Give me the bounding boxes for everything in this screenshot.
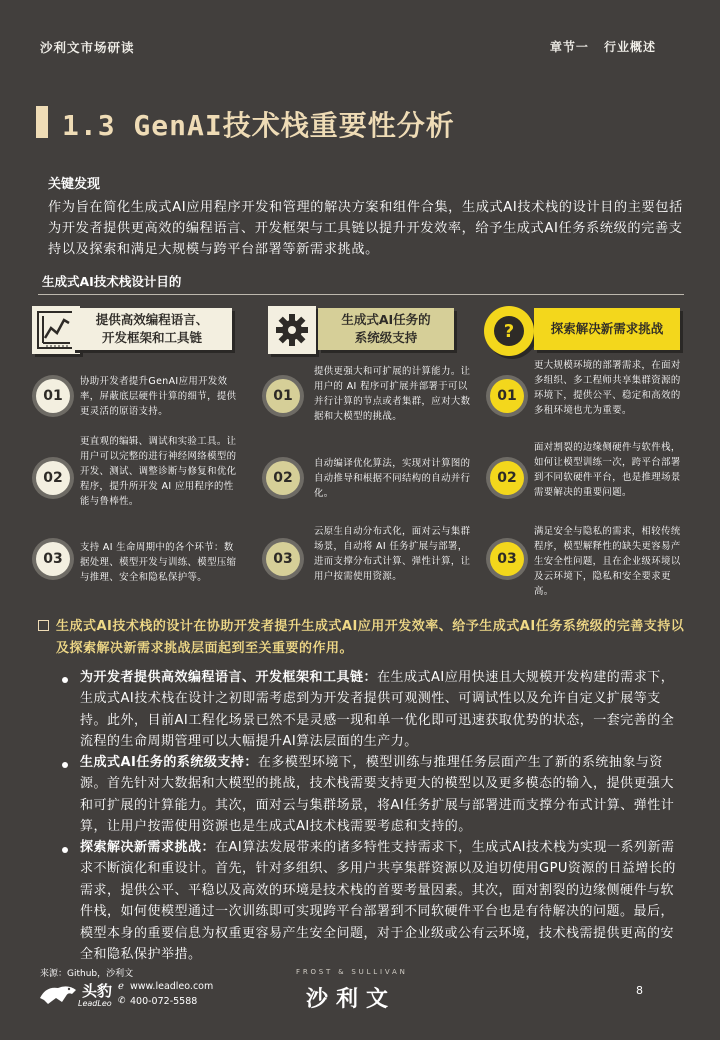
bullet-lead: 生成式AI任务的系统级支持： xyxy=(80,755,258,770)
key-findings-heading: 关键发现 xyxy=(48,177,101,192)
column-title-line2: 系统级支持 xyxy=(354,330,418,345)
key-findings-body: 作为旨在简化生成式AI应用程序开发和管理的解决方案和组件合集，生成式AI技术栈的设计目的主要包括为开发者提供更高效的编程语言、开发框架与工具链以提升开发效率，给予生成式AI任务系统级的完善支持以及探索和满足大规模与跨平台部署等新需求挑战。 xyxy=(48,200,683,257)
title-accent-bar xyxy=(36,106,48,138)
question-icon xyxy=(484,306,534,356)
web-icon: ℯ xyxy=(118,981,124,992)
frost-sullivan-logo-en: FROST & SULLIVAN xyxy=(296,968,408,976)
item-number-badge: 02 xyxy=(36,461,70,495)
bullet-paragraph xyxy=(80,752,680,838)
bullet-dot-icon xyxy=(62,762,68,768)
website-link[interactable]: www.leadleo.com xyxy=(130,981,214,992)
source-note: 来源：Github，沙利文 xyxy=(40,969,134,979)
column-title-line1: 生成式AI任务的 xyxy=(341,312,431,327)
item-number-badge: 03 xyxy=(266,542,300,576)
item-number-badge: 02 xyxy=(490,461,524,495)
bullet-dot-icon xyxy=(62,847,68,853)
column-title-line1: 提供高效编程语言、 xyxy=(95,312,209,327)
leadleo-brand-cn: 头豹 xyxy=(82,982,113,1000)
bullet-lead: 探索解决新需求挑战： xyxy=(80,840,216,855)
column-title-efficient-tools xyxy=(72,308,232,350)
column-title-line2: 开发框架和工具链 xyxy=(101,330,202,345)
report-series-title: 沙利文市场研读 xyxy=(40,40,135,55)
bullet-text: 在多模型环境下，模型训练与推理任务层面产生了新的系统抽象与资源。首先针对大数据和大模型的挑战，技术栈需要支持更大的模型以及更多模态的输入，提供更强大和可扩展的计算能力。其次，面对云与集群场景，将AI任务扩展与部署进而支撑分布式计算、弹性计算，让用户按需使用资源也是生成式AI技术栈需要考虑和支持的。 xyxy=(80,755,675,835)
purpose-heading: 生成式AI技术栈设计目的 xyxy=(42,274,182,289)
page-title: 1.3 GenAI技术栈重要性分析 xyxy=(62,109,455,142)
bullet-text: 在AI算法发展带来的诸多特性支持需求下，生成式AI技术栈为实现一系列新需求不断演化和重设计。首先，针对多组织、多用户共享集群资源以及迫切使用GPU资源的日益增长的需求，提供公平、平稳以及高效的环境是技术栈的首要考量因素。其次，面对割裂的边缘侧硬件与软件栈，如何使模型通过一次训练即可实现跨平台部署到不同软硬件平台也是有待解决的问题。最后，模型本身的重要信息为权重更容易产生安全问题，对于企业级或公有云环境，技术栈需提供更高的安全和隐私保护举措。 xyxy=(80,840,676,963)
list-item: 自动编译优化算法，实现对计算图的自动推导和根据不同结构的自动并行化。 xyxy=(314,458,471,499)
gear-icon xyxy=(268,306,316,354)
item-number-badge: 02 xyxy=(266,461,300,495)
bullet-paragraph xyxy=(80,837,680,965)
list-item: 云原生自动分布式化，面对云与集群场景，自动将 AI 任务扩展与部署，进而支撑分布式计算、弹性计算，让用户按需使用资源。 xyxy=(314,526,471,582)
leopard-logo-icon xyxy=(38,980,78,1006)
item-number-badge: 01 xyxy=(490,379,524,413)
bullet-lead: 为开发者提供高效编程语言、开发框架和工具链： xyxy=(80,670,378,685)
svg-text:?: ? xyxy=(503,321,515,342)
item-number-badge: 01 xyxy=(36,379,70,413)
leadleo-brand-en: LeadLeo xyxy=(78,999,112,1008)
page-number: 8 xyxy=(636,984,643,997)
column-title-line1: 探索解决新需求挑战 xyxy=(550,321,664,336)
item-number-badge: 03 xyxy=(36,542,70,576)
frost-sullivan-logo-cn: 沙利文 xyxy=(306,987,397,1012)
phone-number: 400-072-5588 xyxy=(130,996,198,1007)
checkbox-bullet-icon xyxy=(38,620,49,631)
bullet-paragraph xyxy=(80,667,680,753)
column-title-system-support xyxy=(318,308,454,350)
phone-icon: ✆ xyxy=(118,996,126,1006)
summary-statement: 生成式AI技术栈的设计在协助开发者提升生成式AI应用开发效率、给予生成式AI任务系统级的完善支持以及探索解决新需求挑战层面起到至关重要的作用。 xyxy=(56,619,685,656)
bullet-text: 在生成式AI应用快速且大规模开发构建的需求下，生成式AI技术栈在设计之初即需考虑到为开发者提供可观测性、可调试性以及允许自定义扩展等支持。此外，目前AI工程化场景已然不是灵感一现和单一优化即可迅速获取优势的状态，一套完善的全流程的生命周期管理可以大幅提升AI算法层面的生产力。 xyxy=(80,670,675,750)
list-item: 更大规模环境的部署需求，在面对多组织、多工程师共享集群资源的环境下，提供公平、稳定和高效的多租环境也尤为重要。 xyxy=(534,360,681,416)
list-item: 更直观的编辑、调试和实验工具。让用户可以完整的进行神经网络模型的开发、测试、调整诊断与修复和优化程序，提升所开发 AI 应用程序的性能与鲁棒性。 xyxy=(80,436,237,507)
list-item: 满足安全与隐私的需求，相较传统程序，模型解释性的缺失更容易产生安全性问题，且在企业级环境以及云环境下，隐私和安全要求更高。 xyxy=(534,526,681,597)
section-divider xyxy=(38,294,684,295)
bullet-dot-icon xyxy=(62,677,68,683)
chapter-label: 章节一 行业概述 xyxy=(549,40,656,54)
list-item: 协助开发者提升GenAI应用开发效率，屏蔽底层硬件计算的细节，提供更灵活的原语支持。 xyxy=(80,376,237,417)
column-title-new-challenges xyxy=(534,308,680,350)
item-number-badge: 03 xyxy=(490,542,524,576)
list-item: 提供更强大和可扩展的计算能力。让用户的 AI 程序可扩展并部署于可以并行计算的节点或者集群，应对大数据和大模型的挑战。 xyxy=(314,366,471,422)
list-item: 支持 AI 生命周期中的各个环节：数据处理、模型开发与训练、模型压缩与推理、安全和隐私保护等。 xyxy=(80,542,237,583)
item-number-badge: 01 xyxy=(266,379,300,413)
list-item: 面对割裂的边缘侧硬件与软件栈，如何让模型训练一次，跨平台部署到不同软硬件平台，也是推理场景需要解决的重要问题。 xyxy=(534,442,681,498)
